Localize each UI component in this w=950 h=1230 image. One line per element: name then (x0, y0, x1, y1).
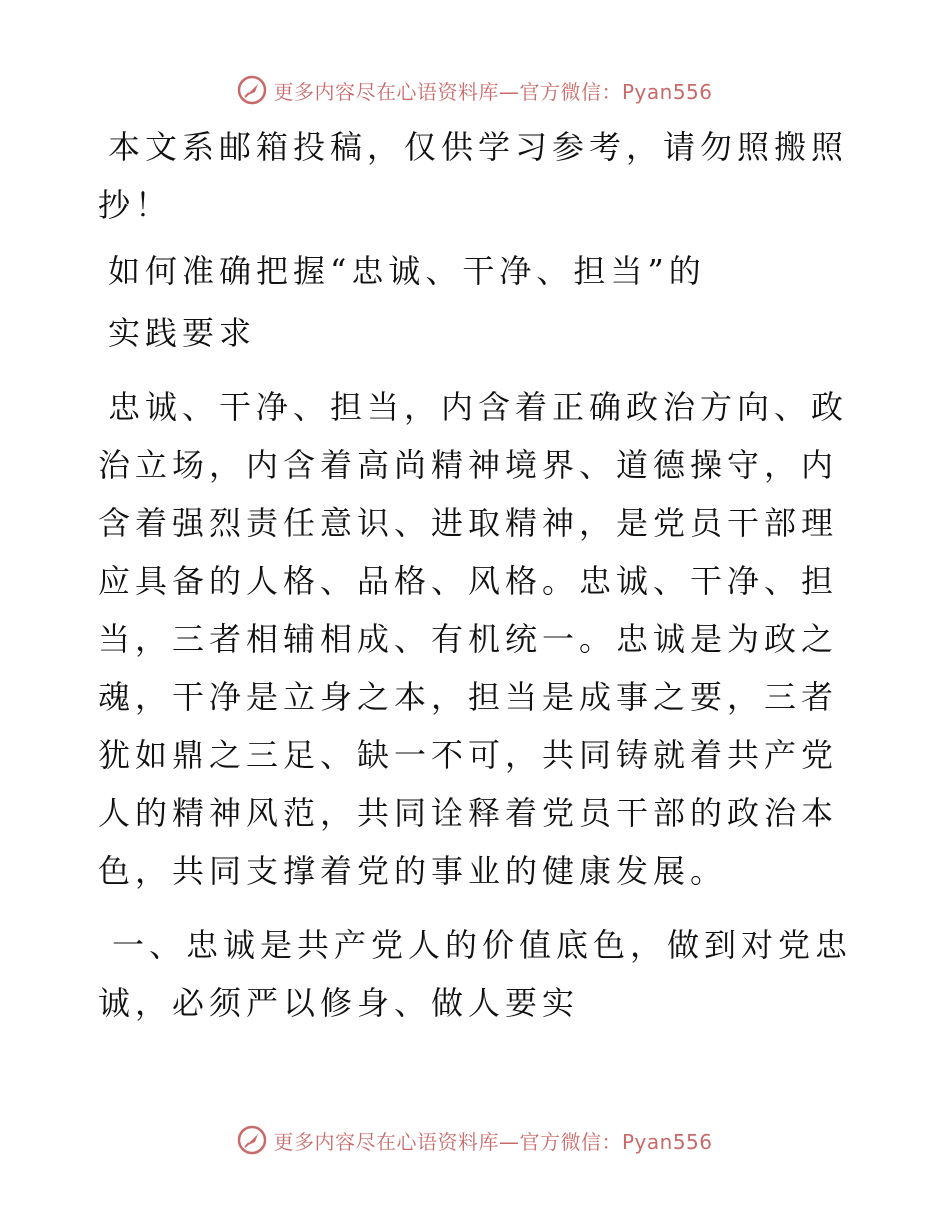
feather-pen-logo-icon (237, 75, 267, 105)
document-title-line1: 如何准确把握“忠诚、干净、担当”的 (108, 252, 706, 290)
watermark-text (273, 76, 712, 105)
section-1-heading: 一、忠诚是共产党人的价值底色，做到对党忠诚，必须严以修身、做人要实 (98, 926, 853, 1022)
document-title-line2: 实践要求 (108, 314, 257, 352)
feather-pen-logo-icon (237, 1125, 267, 1155)
header-watermark (0, 70, 950, 110)
watermark-separator: — (498, 1129, 520, 1154)
watermark-wechat-label: 官方微信： (519, 1129, 622, 1154)
watermark-wechat-id: Pyan556 (621, 79, 713, 104)
document-body (98, 118, 858, 1032)
paragraph-1: 忠诚、干净、担当，内含着正确政治方向、政治立场，内含着高尚精神境界、道德操守，内含着强烈责任意识、进取精神，是党员干部理应具备的人格、品格、风格。忠诚、干净、担当，三者相辅相成、有机统一。忠诚是为政之魂，干净是立身之本，担当是成事之要，三者犹如鼎之三足、缺一不可，共同铸就着共产党人的精神风范，共同诠释着党员干部的政治本色，共同支撑着党的事业的健康发展。 (98, 388, 849, 890)
footer-watermark (0, 1120, 950, 1160)
watermark-wechat-id: Pyan556 (621, 1129, 713, 1154)
watermark-site-name: 更多内容尽在心语资料库 (273, 1129, 499, 1154)
watermark-wechat-label: 官方微信： (519, 79, 622, 104)
watermark-separator: — (498, 79, 520, 104)
watermark-text (273, 1126, 712, 1155)
intro-notice: 本文系邮箱投稿，仅供学习参考，请勿照搬照抄！ (98, 128, 849, 224)
watermark-site-name: 更多内容尽在心语资料库 (273, 79, 499, 104)
